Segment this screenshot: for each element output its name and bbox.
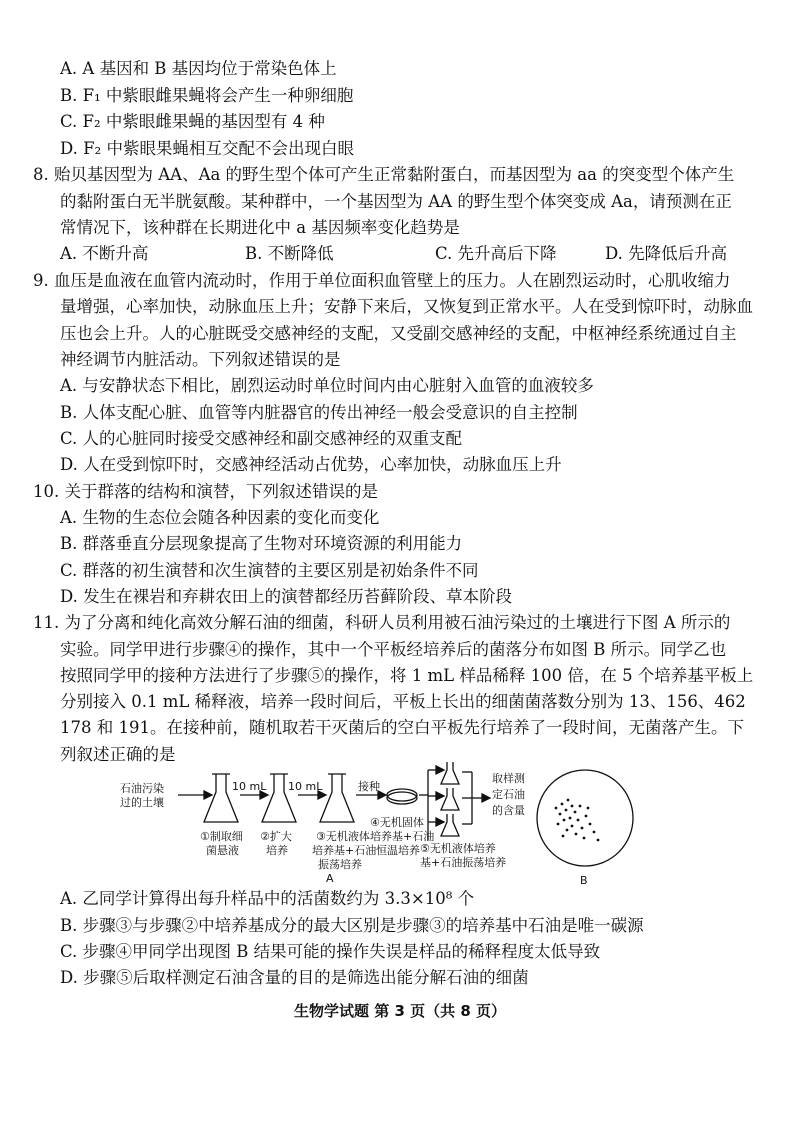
q11-option-b: B. 步骤③与步骤②中培养基成分的最大区别是步骤③的培养基中石油是唯一碳源 [60,916,644,935]
q11-stem-line-5: 178 和 191。在接种前，随机取若干灭菌后的空白平板先行培养了一段时间，无菌落产生。下 [60,718,744,737]
q7-option-d: D. F₂ 中紫眼果蝇相互交配不会出现白眼 [60,139,354,158]
q8-stem-line-2: 的黏附蛋白无半胱氨酸。某种群中，一个基因型为 AA 的野生型个体突变成 Aa，请预测在正 [60,192,732,211]
q10-option-a: A. 生物的生态位会随各种因素的变化而变化 [60,508,380,527]
soil-label-1: 石油污染 [120,782,164,795]
step4-label-2: 培养基+石油 [370,830,435,843]
step1-label-1: ①制取细 [200,830,243,843]
q9-stem-line-4: 神经调节内脏活动。下列叙述错误的是 [60,350,341,369]
step2-label-2: 培养 [266,844,288,857]
petri-dish [387,792,417,804]
page-footer: 生物学试题 第 3 页（共 8 页） [294,1002,506,1020]
q8-option-a: A. 不断升高 [60,244,149,263]
step4-label-1: ④无机固体 [370,816,424,829]
q9-stem-line-1: 9. 血压是血液在血管内流动时，作用于单位面积血管壁上的压力。人在剧烈运动时，心肌收缩力 [33,271,731,290]
flask-5c [441,814,459,836]
step5-label-2: 基+石油振荡培养 [420,856,507,869]
q9-option-a: A. 与安静状态下相比，剧烈运动时单位时间内由心脏射入血管的血液较多 [60,376,594,395]
q9-option-c: C. 人的心脏同时接受交感神经和副交感神经的双重支配 [60,429,463,448]
q9-option-d: D. 人在受到惊吓时，交感神经活动占优势，心率加快，动脉血压上升 [60,455,562,474]
inoculate-label: 接种 [358,780,380,793]
q11-option-a: A. 乙同学计算得出每升样品中的活菌数约为 3.3×10⁸ 个 [60,889,475,908]
q9-stem-line-2: 量增强，心率加快，动脉血压上升；安静下来后，又恢复到正常水平。人在受到惊吓时，动脉血 [60,297,753,316]
figure-b-label: B [580,874,588,887]
q11-stem-line-1: 11. 为了分离和纯化高效分解石油的细菌，科研人员利用被石油污染过的土壤进行下图 A 所示的 [33,613,731,632]
q8-stem-line-1: 8. 贻贝基因型为 AA、Aa 的野生型个体可产生正常黏附蛋白，而基因型为 aa 的突变型个体产生 [33,165,735,184]
flask-3 [320,774,354,822]
q11-stem-line-3: 按照同学甲的接种方法进行了步骤⑤的操作，将 1 mL 样品稀释 100 倍，在 5 个培养基平板上 [60,666,754,685]
transfer-label-1: 10 mL [232,780,267,793]
soil-label-2: 过的土壤 [120,796,164,809]
q8-option-c: C. 先升高后下降 [435,244,557,263]
measure-label-2: 定石油 [492,788,525,801]
arrow-6-head [482,794,490,802]
q7-option-b: B. F₁ 中紫眼雌果蝇将会产生一种卵细胞 [60,86,354,105]
petri-dish-lid [387,789,417,801]
bracket-mid-head [436,792,444,800]
flask-5a [441,762,459,784]
transfer-label-2: 10 mL [288,780,323,793]
step3-label-3: 振荡培养 [318,858,362,871]
q9-option-b: B. 人体支配心脏、血管等内脏器官的传出神经一般会受意识的自主控制 [60,403,578,422]
step2-label-1: ②扩大 [260,830,292,843]
q10-option-d: D. 发生在裸岩和弃耕农田上的演替都经历苔藓阶段、草本阶段 [60,587,513,606]
step5-label-1: ⑤无机液体培养 [420,842,496,855]
bracket-top-head [436,766,444,774]
flask-5b [441,788,459,810]
measure-label-1: 取样测 [492,772,525,785]
q8-option-b: B. 不断降低 [245,244,334,263]
plate-b-colonies [555,799,600,842]
figure-a-label: A [326,872,334,885]
experiment-figure [120,760,760,888]
q10-stem: 10. 关于群落的结构和演替，下列叙述错误的是 [33,482,378,501]
q9-stem-line-3: 压也会上升。人的心脏既受交感神经的支配，又受副交感神经的支配，中枢神经系统通过自主 [60,324,737,343]
q7-option-c: C. F₂ 中紫眼雌果蝇的基因型有 4 种 [60,112,325,131]
step3-label-1: ③无机液体 [316,830,370,843]
q10-option-c: C. 群落的初生演替和次生演替的主要区别是初始条件不同 [60,561,479,580]
plate-b [537,770,633,866]
arrow-1-head [204,791,212,799]
measure-label-3: 的含量 [492,804,525,817]
q8-option-d: D. 先降低后升高 [605,244,728,263]
bracket-bottom-head [436,818,444,826]
step1-label-2: 菌悬液 [206,844,239,857]
step4-label-3: 恒温培养 [376,844,420,857]
step3-label-2: 培养基+石油 [312,844,377,857]
q7-option-a: A. A 基因和 B 基因均位于常染色体上 [60,59,337,78]
q11-stem-line-2: 实验。同学甲进行步骤④的操作，其中一个平板经培养后的菌落分布如图 B 所示。同学乙也 [60,640,727,659]
q11-option-c: C. 步骤④甲同学出现图 B 结果可能的操作失误是样品的稀释程度太低导致 [60,942,601,961]
q11-stem-line-4: 分别接入 0.1 mL 稀释液，培养一段时间后，平板上长出的细菌菌落数分别为 13、156、462 [60,692,746,711]
q11-stem-line-6: 列叙述正确的是 [60,745,176,764]
q8-stem-line-3: 常情况下，该种群在长期进化中 a 基因频率变化趋势是 [60,218,460,237]
q11-option-d: D. 步骤⑤后取样测定石油含量的目的是筛选出能分解石油的细菌 [60,968,529,987]
q10-option-b: B. 群落垂直分层现象提高了生物对环境资源的利用能力 [60,534,463,553]
